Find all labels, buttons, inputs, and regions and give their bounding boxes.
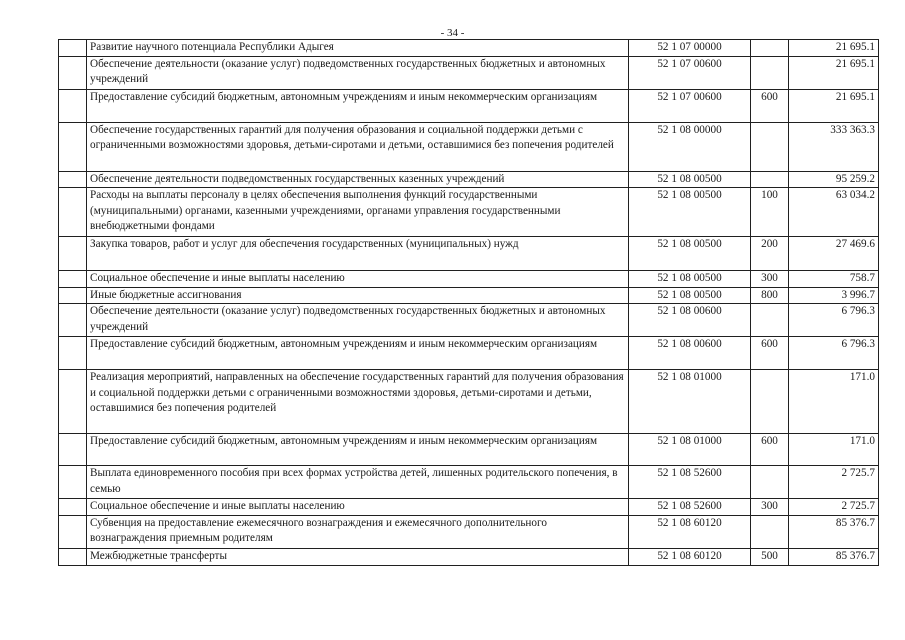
table-row [59, 89, 879, 122]
item-name: Социальное обеспечение и иные выплаты населению [87, 499, 629, 516]
budget-table [58, 39, 879, 566]
blank-cell [59, 434, 87, 466]
amount: 21 695.1 [789, 89, 879, 122]
amount: 95 259.2 [789, 171, 879, 188]
target-article-code: 52 1 08 00500 [629, 237, 751, 271]
blank-cell [59, 56, 87, 89]
expense-type-code: 800 [751, 287, 789, 304]
blank-cell [59, 237, 87, 271]
expense-type-code [751, 122, 789, 171]
target-article-code: 52 1 07 00000 [629, 40, 751, 57]
target-article-code: 52 1 08 52600 [629, 499, 751, 516]
target-article-code: 52 1 08 01000 [629, 370, 751, 434]
table-row [59, 434, 879, 466]
amount: 2 725.7 [789, 499, 879, 516]
target-article-code: 52 1 08 52600 [629, 466, 751, 499]
item-name: Предоставление субсидий бюджетным, автономным учреждениям и иным некоммерческим организациям [87, 89, 629, 122]
table-row [59, 122, 879, 171]
table-row [59, 237, 879, 271]
table-row [59, 171, 879, 188]
blank-cell [59, 287, 87, 304]
target-article-code: 52 1 07 00600 [629, 56, 751, 89]
target-article-code: 52 1 08 00500 [629, 271, 751, 288]
table-row [59, 304, 879, 337]
expense-type-code: 300 [751, 271, 789, 288]
blank-cell [59, 304, 87, 337]
amount: 758.7 [789, 271, 879, 288]
item-name: Социальное обеспечение и иные выплаты населению [87, 271, 629, 288]
item-name: Обеспечение государственных гарантий для получения образования и социальной поддержки детьми с ограниченными возможностями здоровья, детьми-сиротами и детьми, оставшимися без попечения родителей [87, 122, 629, 171]
item-name: Предоставление субсидий бюджетным, автономным учреждениям и иным некоммерческим организациям [87, 337, 629, 370]
expense-type-code: 600 [751, 89, 789, 122]
item-name: Закупка товаров, работ и услуг для обеспечения государственных (муниципальных) нужд [87, 237, 629, 271]
item-name: Субвенция на предоставление ежемесячного вознаграждения и ежемесячного дополнительного вознаграждения приемным родителям [87, 515, 629, 548]
item-name: Обеспечение деятельности (оказание услуг) подведомственных государственных бюджетных и автономных учреждений [87, 56, 629, 89]
blank-cell [59, 122, 87, 171]
blank-cell [59, 548, 87, 565]
amount: 21 695.1 [789, 56, 879, 89]
page-number: - 34 - [440, 27, 465, 39]
blank-cell [59, 515, 87, 548]
target-article-code: 52 1 08 00600 [629, 337, 751, 370]
blank-cell [59, 337, 87, 370]
blank-cell [59, 499, 87, 516]
expense-type-code [751, 515, 789, 548]
amount: 27 469.6 [789, 237, 879, 271]
amount: 333 363.3 [789, 122, 879, 171]
table-row [59, 287, 879, 304]
blank-cell [59, 89, 87, 122]
target-article-code: 52 1 08 00600 [629, 304, 751, 337]
target-article-code: 52 1 08 01000 [629, 434, 751, 466]
item-name: Обеспечение деятельности (оказание услуг) подведомственных государственных бюджетных и автономных учреждений [87, 304, 629, 337]
item-name: Расходы на выплаты персоналу в целях обеспечения выполнения функций государственными (муниципальными) органами, казенными учреждениями, органами управления государственными внебюджетными фондами [87, 188, 629, 237]
expense-type-code [751, 56, 789, 89]
amount: 171.0 [789, 370, 879, 434]
table-row [59, 337, 879, 370]
table-row [59, 548, 879, 565]
table-row [59, 515, 879, 548]
target-article-code: 52 1 08 00500 [629, 171, 751, 188]
table-row [59, 56, 879, 89]
item-name: Реализация мероприятий, направленных на обеспечение государственных гарантий для получения образования и социальной поддержки детьми с ограниченными возможностями здоровья, детьми-сиротами и детьми, оставшимися без попечения родителей [87, 370, 629, 434]
table-row [59, 499, 879, 516]
amount: 21 695.1 [789, 40, 879, 57]
amount: 6 796.3 [789, 337, 879, 370]
expense-type-code: 100 [751, 188, 789, 237]
blank-cell [59, 171, 87, 188]
table-row [59, 370, 879, 434]
amount: 85 376.7 [789, 548, 879, 565]
amount: 171.0 [789, 434, 879, 466]
expense-type-code [751, 304, 789, 337]
amount: 6 796.3 [789, 304, 879, 337]
blank-cell [59, 466, 87, 499]
table-row [59, 271, 879, 288]
expense-type-code [751, 40, 789, 57]
item-name: Обеспечение деятельности подведомственных государственных казенных учреждений [87, 171, 629, 188]
expense-type-code: 600 [751, 434, 789, 466]
amount: 3 996.7 [789, 287, 879, 304]
item-name: Межбюджетные трансферты [87, 548, 629, 565]
expense-type-code [751, 171, 789, 188]
target-article-code: 52 1 08 00500 [629, 287, 751, 304]
expense-type-code: 600 [751, 337, 789, 370]
amount: 2 725.7 [789, 466, 879, 499]
target-article-code: 52 1 08 00000 [629, 122, 751, 171]
table-row [59, 188, 879, 237]
expense-type-code [751, 466, 789, 499]
table-row [59, 40, 879, 57]
target-article-code: 52 1 08 60120 [629, 515, 751, 548]
item-name: Предоставление субсидий бюджетным, автономным учреждениям и иным некоммерческим организациям [87, 434, 629, 466]
blank-cell [59, 271, 87, 288]
amount: 85 376.7 [789, 515, 879, 548]
expense-type-code: 500 [751, 548, 789, 565]
item-name: Развитие научного потенциала Республики Адыгея [87, 40, 629, 57]
target-article-code: 52 1 08 60120 [629, 548, 751, 565]
item-name: Иные бюджетные ассигнования [87, 287, 629, 304]
expense-type-code: 300 [751, 499, 789, 516]
item-name: Выплата единовременного пособия при всех формах устройства детей, лишенных родительского попечения, в семью [87, 466, 629, 499]
target-article-code: 52 1 08 00500 [629, 188, 751, 237]
blank-cell [59, 188, 87, 237]
blank-cell [59, 370, 87, 434]
expense-type-code [751, 370, 789, 434]
table-row [59, 466, 879, 499]
target-article-code: 52 1 07 00600 [629, 89, 751, 122]
expense-type-code: 200 [751, 237, 789, 271]
amount: 63 034.2 [789, 188, 879, 237]
blank-cell [59, 40, 87, 57]
